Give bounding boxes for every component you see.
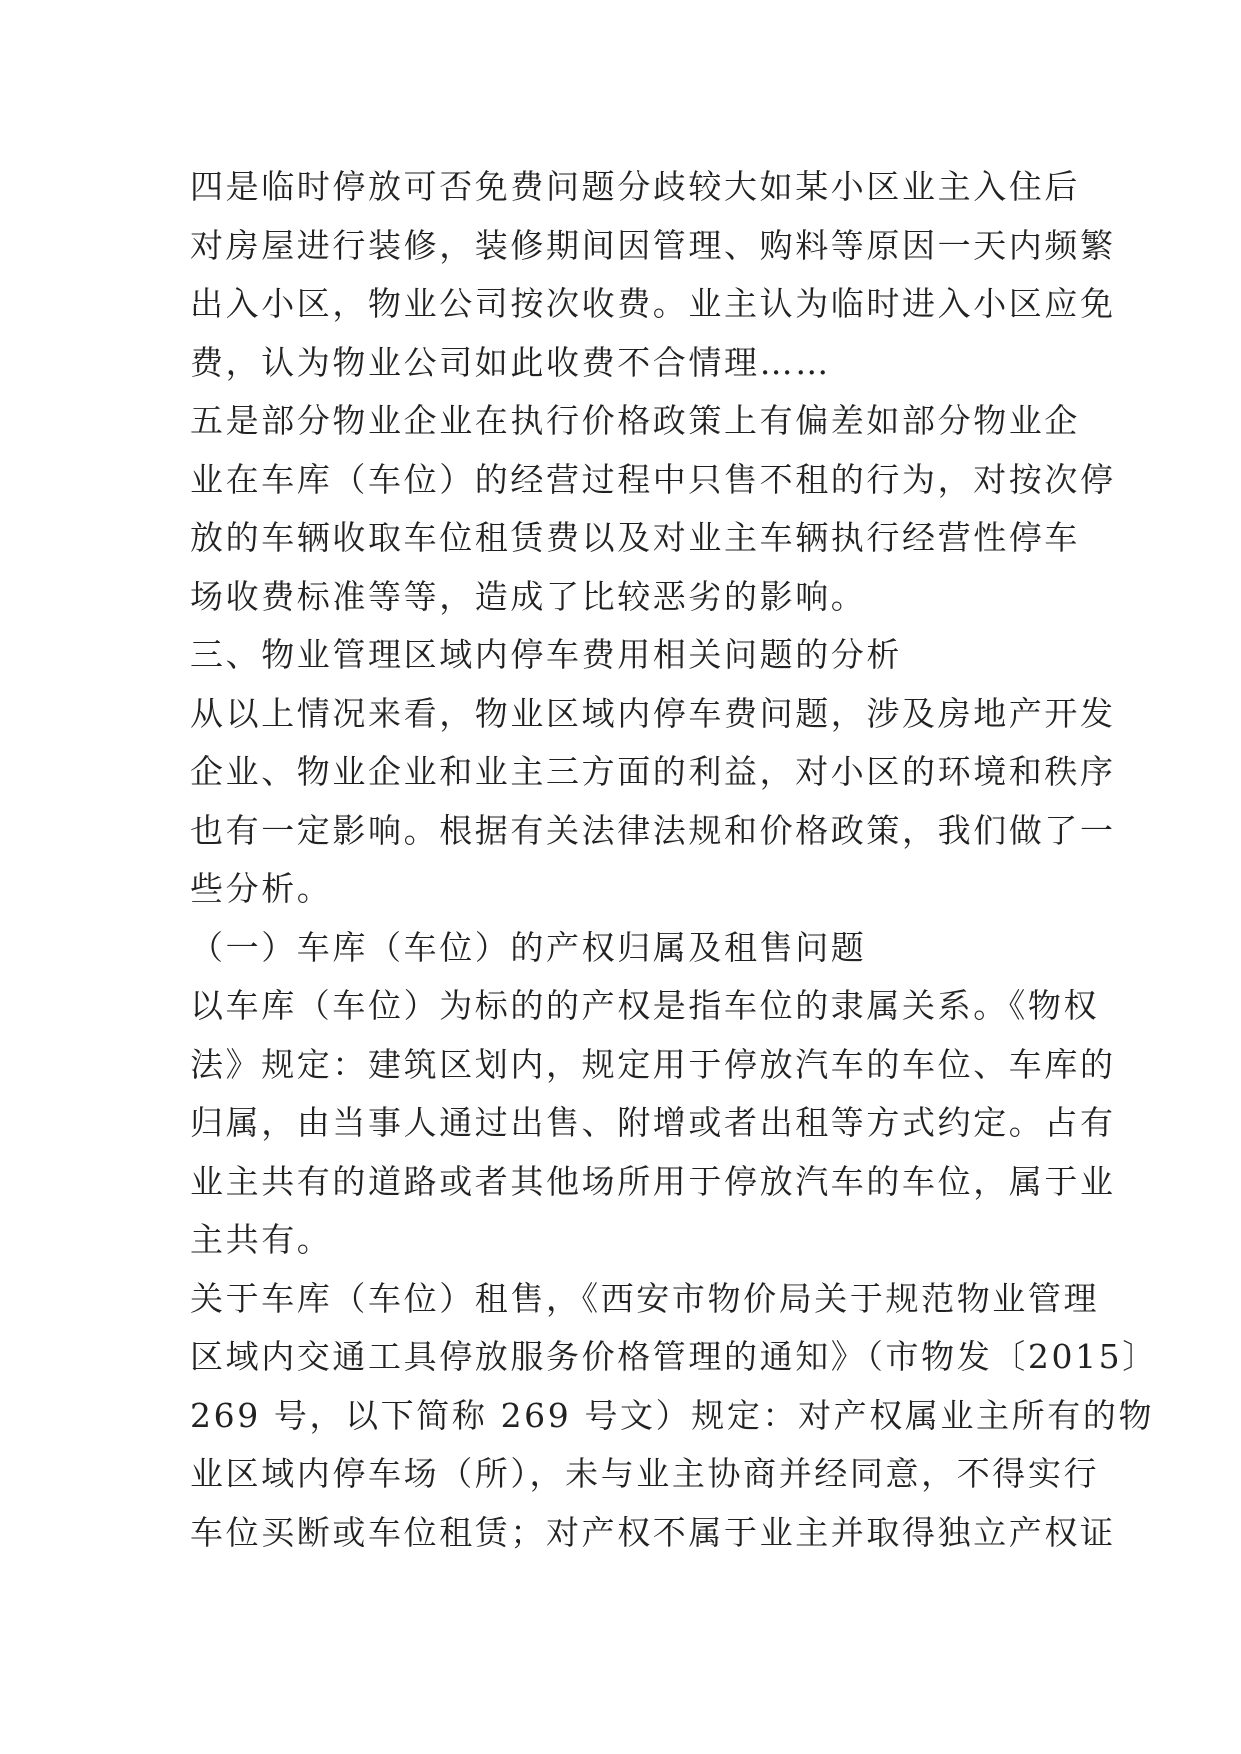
text-line: 区域内交通工具停放服务价格管理的通知》（市物发〔2015〕	[190, 1337, 1158, 1376]
section-heading: 三、物业管理区域内停车费用相关问题的分析	[190, 635, 902, 674]
text-line: 从以上情况来看，物业区域内停车费问题，涉及房地产开发	[190, 693, 1116, 733]
text-line: 归属，由当事人通过出售、附增或者出租等方式约定。占有	[190, 1103, 1116, 1142]
text-line: 四是临时停放可否免费问题分歧较大如某小区业主入住后	[190, 167, 1080, 206]
text-line: 主共有。	[190, 1220, 333, 1259]
text-line: 业主共有的道路或者其他场所用于停放汽车的车位，属于业	[190, 1161, 1116, 1201]
document-body	[190, 158, 1158, 1562]
text-line: 企业、物业企业和业主三方面的利益，对小区的环境和秩序	[190, 752, 1116, 791]
text-line: 些分析。	[190, 869, 333, 908]
text-line: 也有一定影响。根据有关法律法规和价格政策，我们做了一	[190, 810, 1116, 850]
text-line: 放的车辆收取车位租赁费以及对业主车辆执行经营性停车	[190, 518, 1080, 557]
text-line: 费，认为物业公司如此收费不合情理……	[190, 342, 831, 382]
text-line: 269 号，以下简称 269 号文）规定：对产权属业主所有的物	[190, 1395, 1155, 1435]
text-line: 关于车库（车位）租售，《西安市物价局关于规范物业管理	[190, 1278, 1100, 1318]
subsection-heading: （一）车库（车位）的产权归属及租售问题	[190, 927, 867, 967]
text-line: 业区域内停车场（所），未与业主协商并经同意，不得实行	[190, 1454, 1100, 1493]
text-line: 车位买断或车位租赁；对产权不属于业主并取得独立产权证	[190, 1512, 1116, 1552]
text-line: 法》规定：建筑区划内，规定用于停放汽车的车位、车库的	[190, 1044, 1116, 1084]
text-line: 场收费标准等等，造成了比较恶劣的影响。	[190, 576, 867, 616]
text-line: 以车库（车位）为标的的产权是指车位的隶属关系。《物权	[190, 986, 1100, 1025]
text-line: 五是部分物业企业在执行价格政策上有偏差如部分物业企	[190, 401, 1080, 440]
text-line: 对房屋进行装修，装修期间因管理、购料等原因一天内频繁	[190, 225, 1116, 265]
text-line: 业在车库（车位）的经营过程中只售不租的行为，对按次停	[190, 459, 1116, 499]
text-line: 出入小区，物业公司按次收费。业主认为临时进入小区应免	[190, 284, 1116, 323]
